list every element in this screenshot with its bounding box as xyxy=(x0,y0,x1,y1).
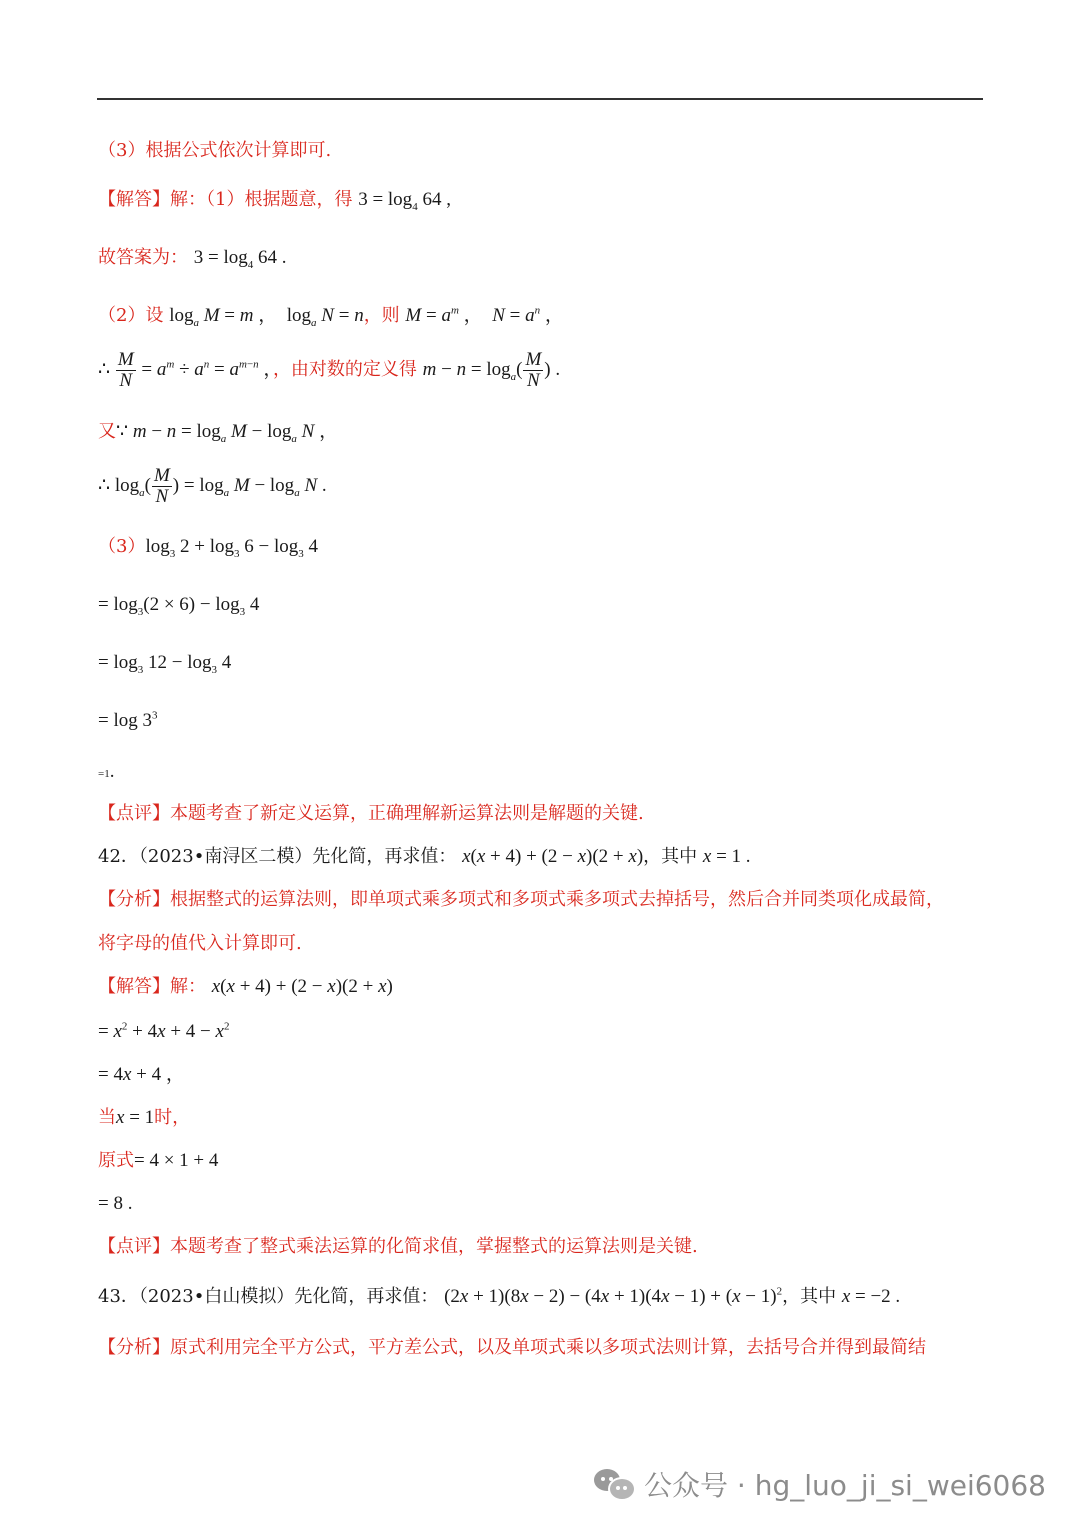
answer-line-5: 又∵ $m - n = \log_a M - \log_a N$ ， xyxy=(98,421,339,445)
step-note: （3）根据公式依次计算即可. xyxy=(98,140,332,161)
watermark-text: 公众号 · hg_luo_ji_si_wei6068 xyxy=(644,1469,1046,1502)
header-rule xyxy=(97,98,983,100)
comment-1: 【点评】本题考查了新定义运算，正确理解新运算法则是解题的关键. xyxy=(98,803,644,824)
question-43: 43．（2023•白山模拟）先化简，再求值： $(2x + 1)(8x - 2) - (4x + 1)(4x - 1) + (x - 1)^2$，其中 x = −2 . xyxy=(98,1285,901,1307)
answer-line-6: ∴ $\log_a$( $\frac{M}{N}$ ) = $\log_a M - \log_a N$ . xyxy=(98,465,327,507)
solution-42-line-6: = 8 . xyxy=(98,1193,133,1214)
answer-line-10: = $\log 3^3$ xyxy=(98,709,158,731)
answer-line-8: = $\log_3(2 \times 6) - \log_3 4$ xyxy=(98,594,260,618)
answer-line-4: ∴ $\frac{M}{N}$ = $a^m \div a^n = a^{m-n}$ ，，由对数的定义得 $m - n = \log_a$( $\frac{M}{N}$ ) . xyxy=(98,349,561,391)
answer-line-9: = $\log_3 12 - \log_3 4$ xyxy=(98,652,232,676)
solution-42-line-2: = $x^2 + 4x + 4 - x^2$ xyxy=(98,1020,230,1042)
analysis-43: 【分析】原式利用完全平方公式，平方差公式，以及单项式乘以多项式法则计算，去括号合并得到最简结 xyxy=(98,1337,926,1358)
analysis-42-line-1: 【分析】根据整式的运算法则，即单项式乘多项式和多项式乘多项式去掉括号，然后合并同类项化成最简， xyxy=(98,889,944,910)
solution-42-line-1: 【解答】解： x(x + 4) + (2 − x)(2 + x) xyxy=(98,976,393,997)
wechat-icon xyxy=(594,1467,634,1501)
analysis-42-line-2: 将字母的值代入计算即可. xyxy=(98,933,302,954)
comment-2: 【点评】本题考查了整式乘法运算的化简求值，掌握整式的运算法则是关键. xyxy=(98,1236,698,1257)
solution-42-line-5: 原式= 4 × 1 + 4 xyxy=(98,1150,219,1171)
solution-42-line-4: 当x = 1时， xyxy=(98,1107,191,1128)
answer-line-11: =1. xyxy=(98,761,115,782)
question-42: 42．（2023•南浔区二模）先化简，再求值： x(x + 4) + (2 − x)(2 + x)，其中 x = 1 . xyxy=(98,846,751,867)
answer-line-1: 【解答】解：（1）根据题意，得 $3 = \log_4 64$ , xyxy=(98,189,451,213)
wechat-watermark xyxy=(594,1466,1046,1502)
solution-42-line-3: = 4x + 4 ， xyxy=(98,1064,185,1085)
answer-line-7: $(3)\log_3$ $2 + \log_3 6 - \log_3 4$ xyxy=(98,536,318,560)
answer-line-3: （2）设 $\log_a M = m$ ， $\log_a N = n$，则 $M = a^m$ ， $N = a^n$ ， xyxy=(98,304,564,329)
answer-line-2: 故答案为： $3 = \log_4 64$ . xyxy=(98,247,287,271)
